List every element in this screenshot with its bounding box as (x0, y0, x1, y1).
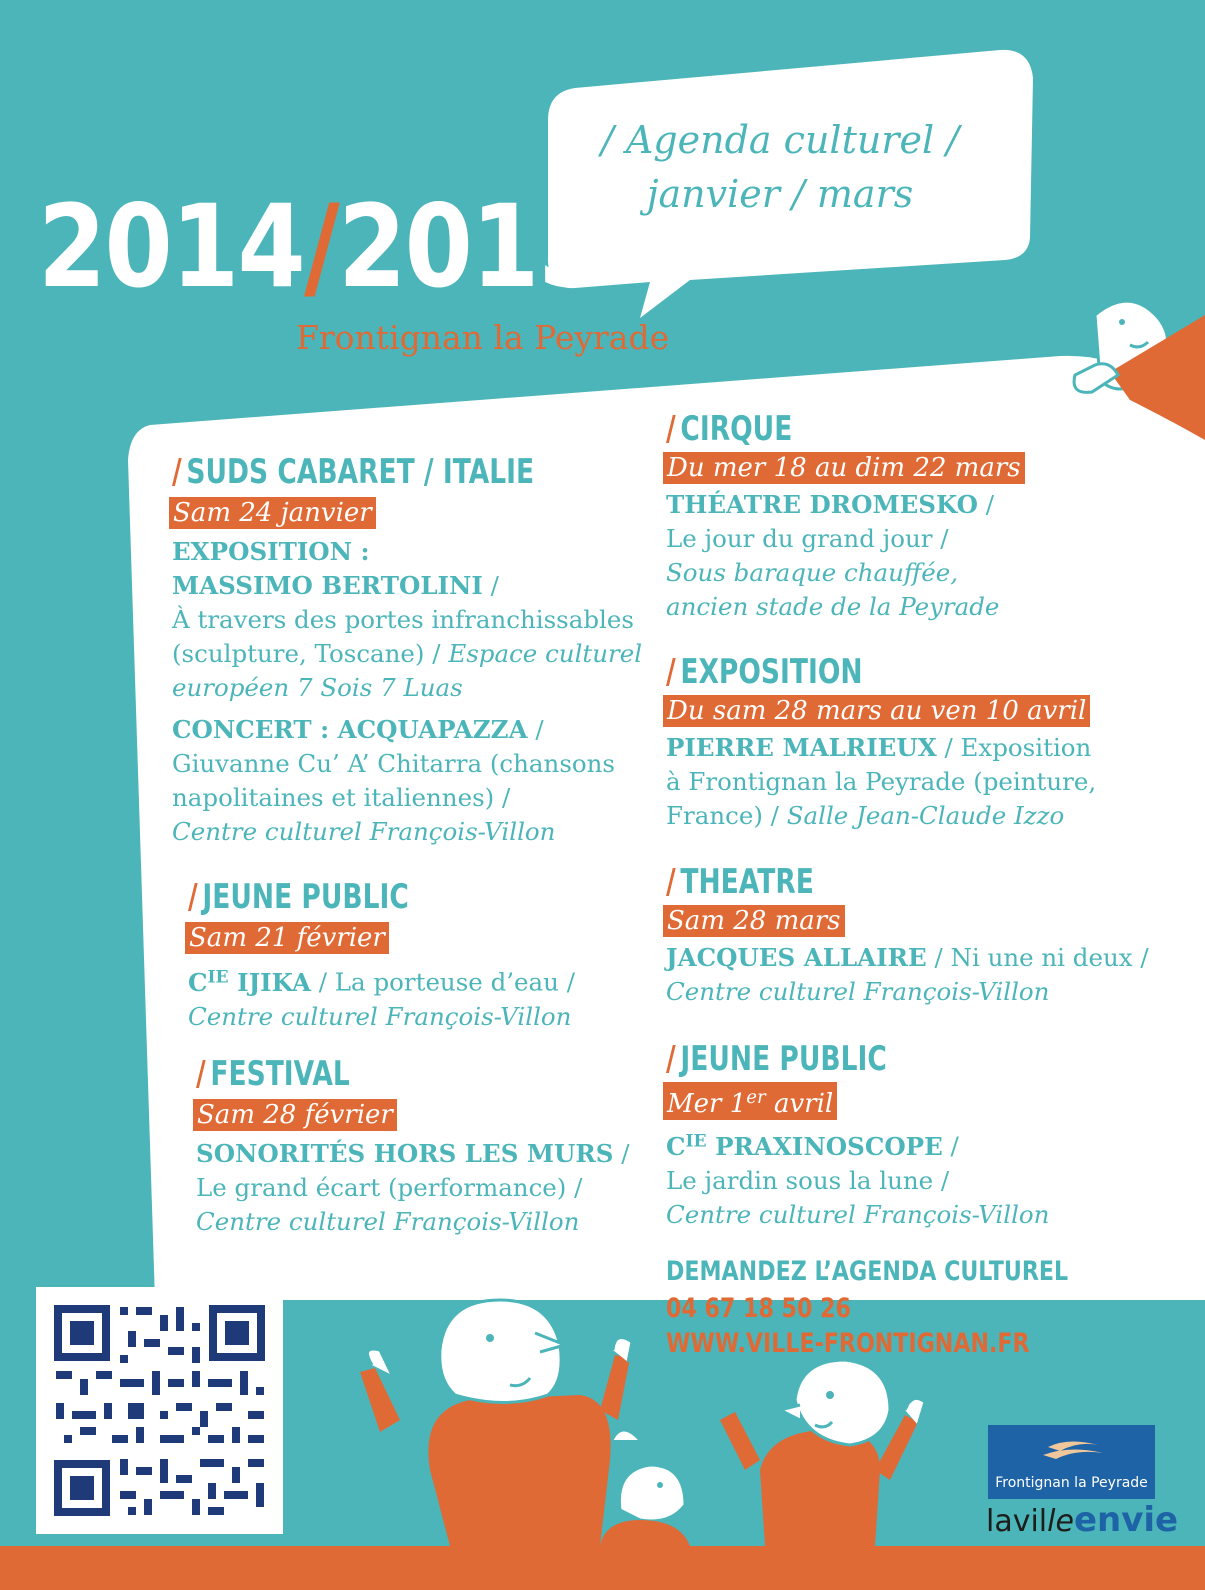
event-jeune-public-2 (666, 1039, 1050, 1232)
event-line: Le grand écart (performance) / (196, 1173, 583, 1202)
event-line: $C^{IE}$ PRAXINOSCOPE / (666, 1131, 959, 1161)
event-line: à Frontignan la Peyrade (peinture, (666, 767, 1097, 796)
wave-logo-icon (988, 1425, 1155, 1475)
year-end: 2015 (338, 180, 605, 313)
qr-code[interactable] (36, 1287, 283, 1534)
logo-city-name: Frontignan la Peyrade (995, 1475, 1148, 1491)
event-date: Du mer 18 au dim 22 mars (663, 452, 1025, 484)
event-line: Centre culturel François-Villon (172, 817, 556, 846)
category-heading: / THEATRE (666, 862, 814, 902)
event-line: Centre culturel François-Villon (188, 1001, 572, 1031)
event-theatre (666, 862, 1149, 1009)
event-line: À travers des portes infranchissables (172, 605, 634, 634)
city-name: Frontignan la Peyrade (296, 318, 670, 357)
category-heading: / CIRQUE (666, 409, 793, 449)
event-festival (196, 1054, 630, 1239)
event-exposition (666, 652, 1097, 833)
event-line: (sculpture, Toscane) / Espace culturel (172, 639, 643, 668)
category-heading: / JEUNE PUBLIC (188, 877, 409, 917)
event-line: Sous baraque chauffée, (666, 558, 959, 587)
phone-number: 04 67 18 50 26 (666, 1293, 851, 1324)
event-line: EXPOSITION : (172, 537, 370, 566)
event-line: européen 7 Sois 7 Luas (172, 673, 463, 702)
event-cirque (666, 409, 1025, 624)
category-heading: / FESTIVAL (196, 1054, 350, 1094)
event-date: Sam 28 février (193, 1099, 397, 1131)
event-line: Centre culturel François-Villon (666, 977, 1050, 1006)
event-line: CONCERT : ACQUAPAZZA / (172, 715, 544, 744)
event-date: Du sam 28 mars au ven 10 avril (663, 695, 1090, 727)
category-heading: / SUDS CABARET / ITALIE (172, 452, 535, 492)
event-line: Giuvanne Cu’ A’ Chitarra (chansons (172, 749, 615, 778)
year-start: 2014 (38, 180, 304, 313)
category-heading: / JEUNE PUBLIC (666, 1039, 887, 1079)
event-line: THÉATRE DROMESKO / (666, 490, 994, 519)
event-line: SONORITÉS HORS LES MURS / (196, 1139, 630, 1168)
event-line: $C^{IE}$ IJIKA / La porteuse d’eau / (188, 967, 575, 997)
event-line: France) / Salle Jean-Claude Izzo (666, 801, 1065, 830)
logo-tagline: lavilleenvie (986, 1500, 1179, 1540)
category-heading: / EXPOSITION (666, 652, 863, 692)
event-line: PIERRE MALRIEUX / Exposition (666, 733, 1092, 762)
event-date: Sam 28 mars (663, 905, 845, 937)
event-line: MASSIMO BERTOLINI / (172, 571, 499, 600)
agenda-request-text: DEMANDEZ L’AGENDA CULTUREL (666, 1256, 1069, 1287)
qr-code-icon (36, 1287, 283, 1534)
city-logo (988, 1425, 1155, 1499)
event-line: Centre culturel François-Villon (196, 1207, 580, 1236)
event-line: ancien stade de la Peyrade (666, 592, 1000, 621)
event-jeune-public-1 (188, 877, 575, 1034)
bubble-title: / Agenda culturel / (600, 118, 959, 162)
event-date: Mer 1er avril (663, 1082, 837, 1120)
event-line: Le jour du grand jour / (666, 524, 949, 553)
event-date: Sam 24 janvier (169, 497, 376, 529)
event-line: Centre culturel François-Villon (666, 1199, 1050, 1229)
website-link[interactable]: WWW.VILLE-FRONTIGNAN.FR (666, 1328, 1030, 1359)
event-suds-cabaret (172, 452, 643, 849)
event-line: napolitaines et italiennes) / (172, 783, 511, 812)
year-slash: / (303, 180, 339, 313)
event-line: JACQUES ALLAIRE / Ni une ni deux / (666, 943, 1149, 972)
event-line: Le jardin sous la lune / (666, 1165, 950, 1195)
event-date: Sam 21 février (185, 922, 389, 954)
year-range (38, 180, 605, 313)
bubble-subtitle: janvier / mars (646, 172, 914, 216)
